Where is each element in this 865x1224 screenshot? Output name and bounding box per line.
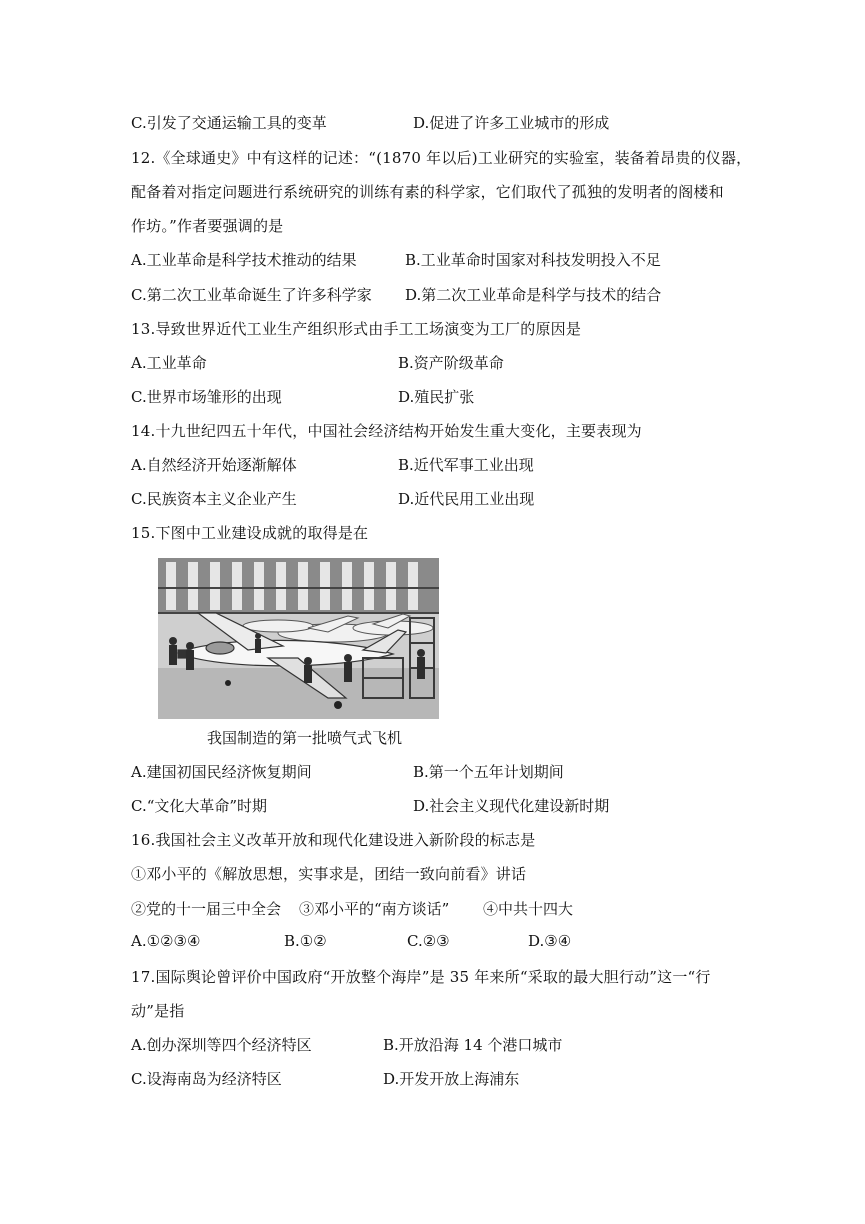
- q13-option-b: B.资产阶级革命: [398, 354, 504, 372]
- q12-option-b: B.工业革命时国家对科技发明投入不足: [405, 251, 661, 269]
- q16-option-c: C.②③: [407, 932, 450, 950]
- q16-item-1: ①邓小平的《解放思想，实事求是，团结一致向前看》讲话: [131, 865, 527, 883]
- figure-caption: 我国制造的第一批喷气式飞机: [207, 729, 403, 747]
- q12-option-c: C.第二次工业革命诞生了许多科学家: [131, 286, 372, 304]
- q14-option-c: C.民族资本主义企业产生: [131, 490, 297, 508]
- q12-stem-line1: 12.《全球通史》中有这样的记述：“(1870 年以后)工业研究的实验室，装备着昂贵的仪器，: [131, 149, 752, 167]
- q16-option-b: B.①②: [284, 932, 327, 950]
- q16-option-d: D.③④: [528, 932, 572, 950]
- q11-option-d: D.促进了许多工业城市的形成: [413, 114, 610, 132]
- q15-stem: 15.下图中工业建设成就的取得是在: [131, 524, 369, 542]
- q13-stem: 13.导致世界近代工业生产组织形式由手工工场演变为工厂的原因是: [131, 320, 582, 338]
- q16-option-a: A.①②③④: [131, 932, 201, 950]
- q15-option-b: B.第一个五年计划期间: [413, 763, 564, 781]
- q14-option-d: D.近代民用工业出现: [398, 490, 535, 508]
- q12-option-d: D.第二次工业革命是科学与技术的结合: [405, 286, 662, 304]
- q17-option-b: B.开放沿海 14 个港口城市: [383, 1036, 563, 1054]
- q15-option-a: A.建国初国民经济恢复期间: [131, 763, 312, 781]
- q15-option-d: D.社会主义现代化建设新时期: [413, 797, 610, 815]
- q17-stem-line2: 动”是指: [131, 1002, 185, 1020]
- q13-option-c: C.世界市场雏形的出现: [131, 388, 282, 406]
- q14-option-b: B.近代军事工业出现: [398, 456, 534, 474]
- q17-stem-line1: 17.国际舆论曾评价中国政府“开放整个海岸”是 35 年来所“采取的最大胆行动”这一“行: [131, 968, 711, 986]
- q13-option-a: A.工业革命: [131, 354, 207, 372]
- q14-stem: 14.十九世纪四五十年代，中国社会经济结构开始发生重大变化，主要表现为: [131, 422, 642, 440]
- q12-stem-line2: 配备着对指定问题进行系统研究的训练有素的科学家，它们取代了孤独的发明者的阁楼和: [131, 183, 724, 201]
- q15-option-c: C.“文化大革命”时期: [131, 797, 268, 815]
- q16-item-3: ③邓小平的“南方谈话”: [299, 900, 450, 918]
- q16-stem: 16.我国社会主义改革开放和现代化建设进入新阶段的标志是: [131, 831, 536, 849]
- q16-item-4: ④中共十四大: [483, 900, 574, 918]
- q17-option-c: C.设海南岛为经济特区: [131, 1070, 282, 1088]
- q17-option-a: A.创办深圳等四个经济特区: [131, 1036, 312, 1054]
- q17-option-d: D.开发开放上海浦东: [383, 1070, 520, 1088]
- q11-option-c: C.引发了交通运输工具的变革: [131, 114, 327, 132]
- jet-aircraft-photo: [158, 558, 439, 719]
- q12-stem-line3: 作坊。”作者要强调的是: [131, 217, 284, 235]
- q14-option-a: A.自然经济开始逐渐解体: [131, 456, 297, 474]
- q13-option-d: D.殖民扩张: [398, 388, 475, 406]
- q16-item-2: ②党的十一届三中全会: [131, 900, 282, 918]
- q12-option-a: A.工业革命是科学技术推动的结果: [131, 251, 357, 269]
